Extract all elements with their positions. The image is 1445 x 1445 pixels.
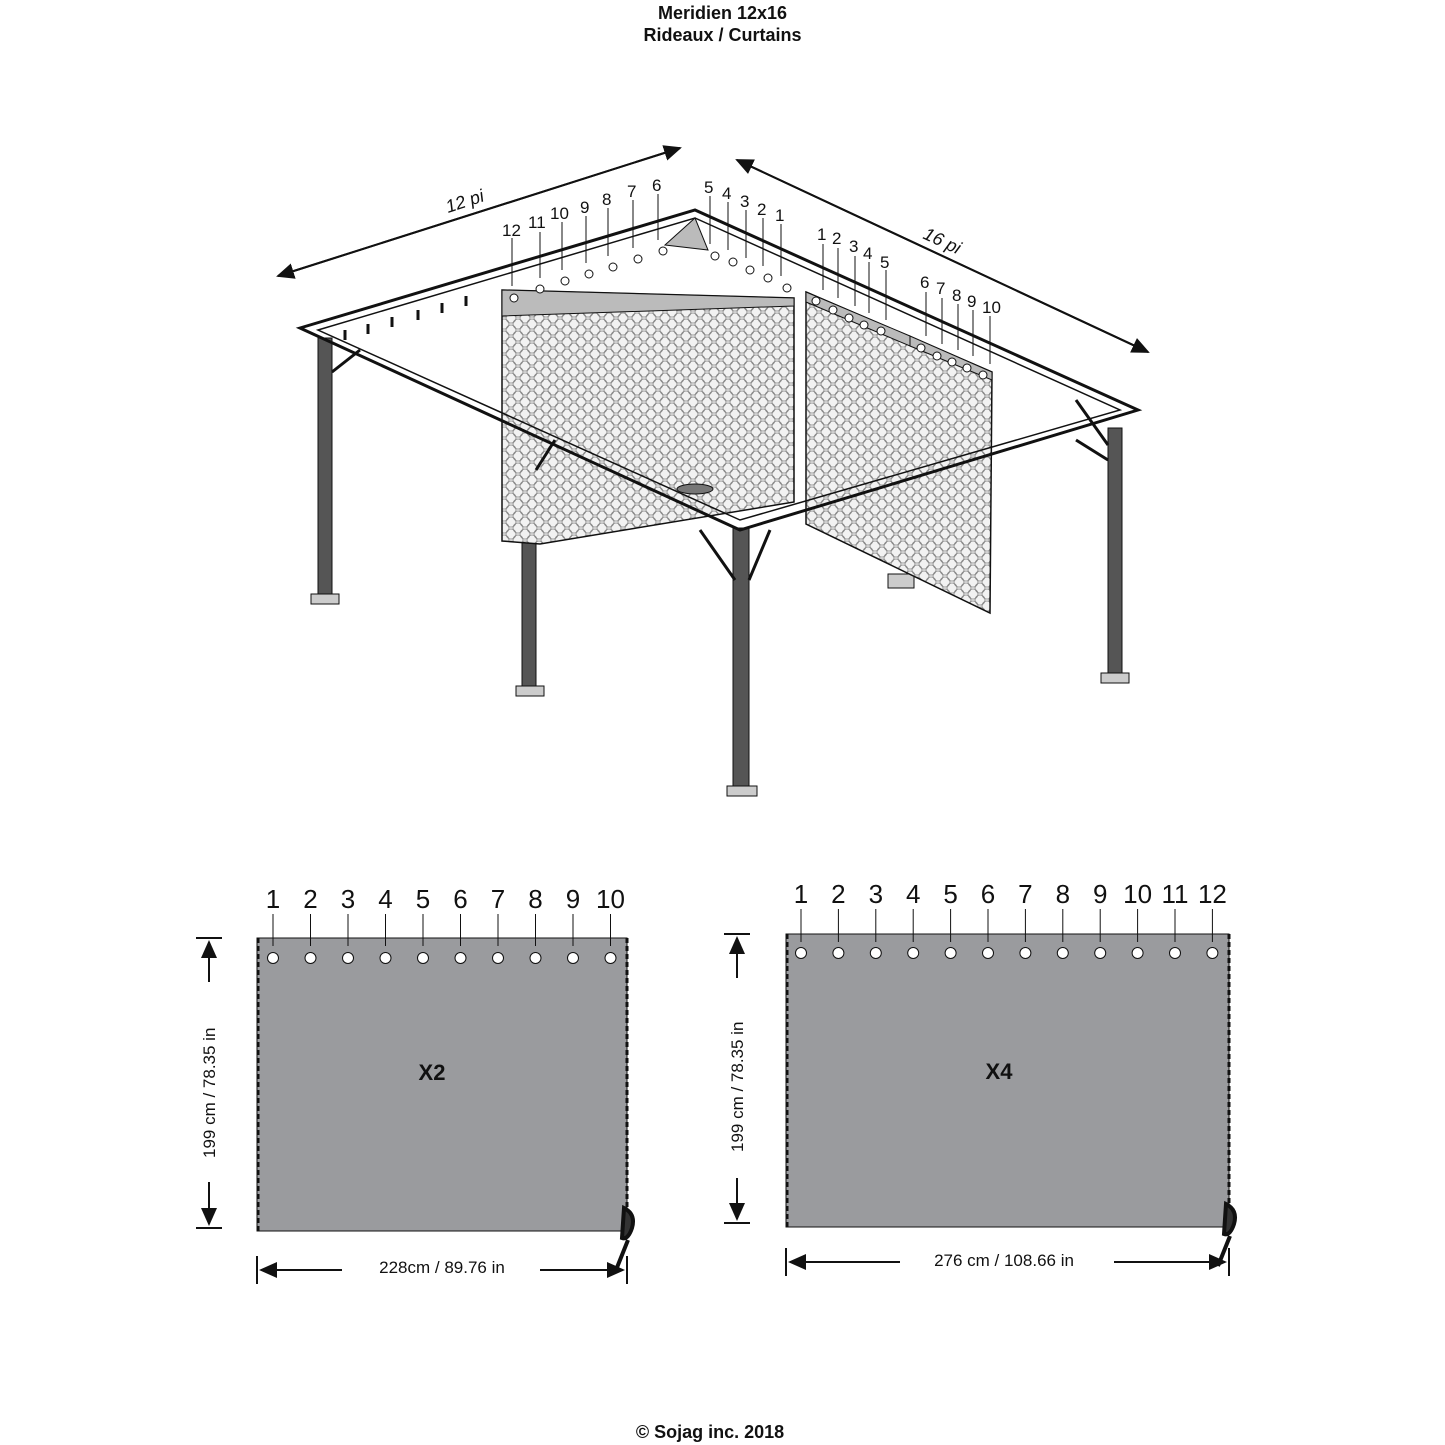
hook-number: 6 bbox=[920, 273, 930, 292]
grommet bbox=[833, 948, 844, 959]
grommet bbox=[605, 953, 616, 964]
grommet-number: 3 bbox=[868, 879, 884, 909]
long-side-label: 16 pi bbox=[920, 223, 965, 259]
quantity-label: X4 bbox=[985, 1059, 1013, 1084]
grommet bbox=[983, 948, 994, 959]
grommet bbox=[418, 953, 429, 964]
grommet-number: 1 bbox=[265, 884, 281, 914]
grommet-number: 5 bbox=[943, 879, 958, 909]
grommet bbox=[380, 953, 391, 964]
grommet bbox=[908, 948, 919, 959]
grommet bbox=[796, 948, 807, 959]
grommet bbox=[1170, 948, 1181, 959]
curtain-width-label: 276 cm / 108.66 in bbox=[934, 1251, 1074, 1270]
hook-number: 5 bbox=[880, 253, 890, 272]
grommet bbox=[870, 948, 881, 959]
grommet bbox=[343, 953, 354, 964]
grommet-number: 9 bbox=[565, 884, 581, 914]
grommet bbox=[568, 953, 579, 964]
hook-number: 2 bbox=[757, 200, 767, 219]
grommet bbox=[493, 953, 504, 964]
grommet-number: 7 bbox=[490, 884, 506, 914]
hook-number: 1 bbox=[775, 206, 785, 225]
grommet-number: 12 bbox=[1197, 879, 1227, 909]
grommet-number: 3 bbox=[340, 884, 356, 914]
hook-number: 4 bbox=[863, 244, 873, 263]
hook-number: 2 bbox=[832, 229, 842, 248]
hook-number: 5 bbox=[704, 178, 714, 197]
grommet bbox=[455, 953, 466, 964]
hook-number: 6 bbox=[652, 176, 662, 195]
grommet-number: 5 bbox=[415, 884, 431, 914]
diagram-title: Meridien 12x16 bbox=[657, 3, 788, 23]
grommet-number: 1 bbox=[793, 879, 809, 909]
hook-number: 7 bbox=[936, 279, 946, 298]
hook-number: 11 bbox=[528, 213, 546, 232]
grommet-number: 2 bbox=[303, 884, 318, 914]
grommet-number: 6 bbox=[453, 884, 468, 914]
hook-number: 9 bbox=[580, 198, 590, 217]
grommet-number: 10 bbox=[596, 884, 625, 914]
hook-number: 4 bbox=[722, 184, 732, 203]
grommet bbox=[530, 953, 541, 964]
quantity-label: X2 bbox=[418, 1060, 446, 1085]
grommet-number: 8 bbox=[1055, 879, 1071, 909]
gazebo-leg bbox=[733, 528, 749, 790]
grommet bbox=[1020, 948, 1031, 959]
grommet bbox=[945, 948, 956, 959]
grommet-number: 9 bbox=[1092, 879, 1108, 909]
hook-number: 3 bbox=[849, 237, 859, 256]
hook-number: 10 bbox=[550, 204, 569, 223]
grommet-number: 4 bbox=[378, 884, 393, 914]
grommet bbox=[1207, 948, 1218, 959]
gazebo-illustration bbox=[278, 148, 1148, 796]
grommet bbox=[1132, 948, 1143, 959]
grommet-number: 10 bbox=[1123, 879, 1153, 909]
hook-number: 1 bbox=[817, 225, 827, 244]
hook-number: 9 bbox=[967, 292, 977, 311]
hook-number: 12 bbox=[502, 221, 521, 240]
curtain-width-label: 228cm / 89.76 in bbox=[379, 1258, 505, 1277]
grommet-number: 11 bbox=[1161, 879, 1189, 909]
curtain-height-label: 199 cm / 78.35 in bbox=[728, 1021, 747, 1152]
gazebo-leg bbox=[1108, 428, 1122, 678]
grommet-number: 4 bbox=[905, 879, 921, 909]
curtain-panel-small bbox=[196, 884, 633, 1284]
grommet-number: 2 bbox=[831, 879, 846, 909]
grommet bbox=[1057, 948, 1068, 959]
curtain-panel-large bbox=[724, 879, 1235, 1276]
hook-number: 10 bbox=[982, 298, 1001, 317]
grommet-number: 8 bbox=[528, 884, 543, 914]
grommet-number: 6 bbox=[980, 879, 996, 909]
grommet bbox=[305, 953, 316, 964]
diagram-subtitle: Rideaux / Curtains bbox=[643, 25, 802, 45]
hook-number: 8 bbox=[602, 190, 612, 209]
curtain-height-label: 199 cm / 78.35 in bbox=[200, 1027, 219, 1158]
grommet-number: 7 bbox=[1018, 879, 1033, 909]
gazebo-leg bbox=[318, 338, 332, 600]
hook-number: 8 bbox=[952, 286, 962, 305]
copyright-notice: © Sojag inc. 2018 bbox=[635, 1422, 785, 1442]
hook-number: 3 bbox=[740, 192, 750, 211]
grommet bbox=[268, 953, 279, 964]
grommet bbox=[1095, 948, 1106, 959]
short-side-label: 12 pi bbox=[443, 185, 487, 217]
installed-curtain bbox=[502, 290, 794, 544]
hook-number: 7 bbox=[627, 182, 637, 201]
